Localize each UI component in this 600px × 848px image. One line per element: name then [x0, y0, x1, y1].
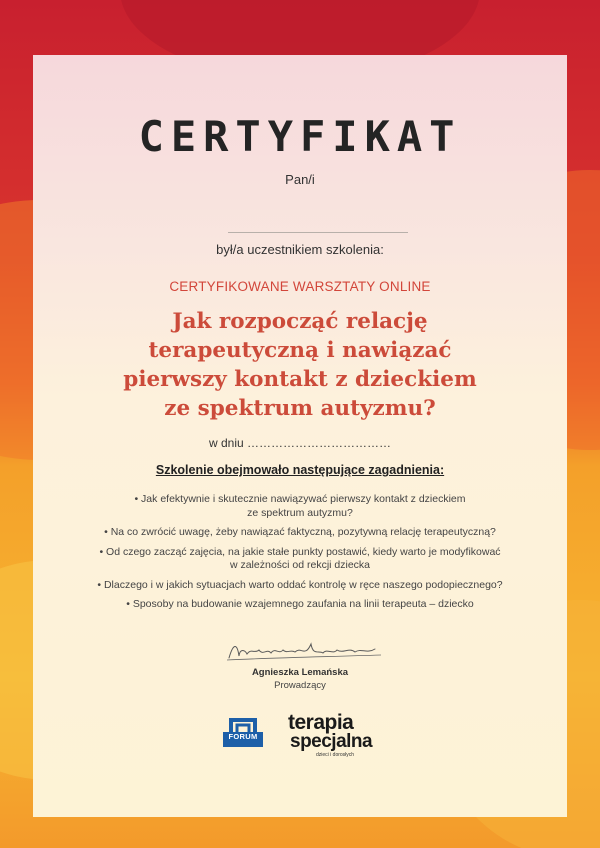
logo-tagline: dzieci i dorosłych	[316, 752, 355, 758]
date-field: w dniu ………………………………	[208, 436, 392, 450]
topic-line: ze spektrum autyzmu?	[247, 506, 353, 519]
terapia-specjalna-logo	[288, 712, 398, 760]
signer-role: Prowadzący	[274, 680, 326, 691]
signature-image	[225, 636, 385, 666]
topic-item	[0, 546, 600, 573]
topic-item	[0, 579, 600, 593]
certificate-title: CERTYFIKAT	[138, 112, 462, 161]
course-title-line: terapeutyczną i nawiązać	[148, 338, 452, 363]
topics-list	[0, 493, 600, 618]
topics-heading: Szkolenie obejmowało następujące zagadnienia:	[155, 463, 445, 477]
recipient-prefix: Pan/i	[285, 172, 315, 187]
course-title-line: pierwszy kontakt z dzieckiem	[123, 367, 477, 392]
course-title-line: Jak rozpocząć relację	[172, 309, 428, 334]
topic-line: • Dlaczego i w jakich sytuacjach warto oddać kontrolę w ręce naszego podopiecznego?	[97, 578, 503, 591]
topic-item	[0, 493, 600, 520]
signer-name: Agnieszka Lemańska	[251, 667, 349, 678]
course-title	[0, 307, 600, 423]
participation-text: był/a uczestnikiem szkolenia:	[216, 242, 384, 257]
logo-terapia: terapia	[288, 711, 354, 734]
course-type: CERTYFIKOWANE WARSZTATY ONLINE	[169, 279, 431, 294]
name-line	[228, 232, 408, 233]
logo-specjalna: specjalna	[290, 731, 373, 752]
topic-item	[0, 598, 600, 612]
topic-line: • Jak efektywnie i skutecznie nawiązywać pierwszy kontakt z dzieckiem	[134, 493, 466, 505]
topic-line: • Sposoby na budowanie wzajemnego zaufania na linii terapeuta – dziecko	[126, 598, 474, 610]
forum-logo-text: FORUM	[223, 732, 263, 742]
topic-line: • Od czego zacząć zajęcia, na jakie stałe punkty postawić, kiedy warto je modyfikować	[99, 545, 501, 558]
forum-logo	[223, 716, 263, 750]
topic-item	[0, 526, 600, 540]
topic-line: w zależności od rekcji dziecka	[229, 559, 371, 571]
topic-line: • Na co zwrócić uwagę, żeby nawiązać faktyczną, pozytywną relację terapeutyczną?	[104, 526, 496, 538]
course-title-line: ze spektrum autyzmu?	[164, 396, 436, 421]
